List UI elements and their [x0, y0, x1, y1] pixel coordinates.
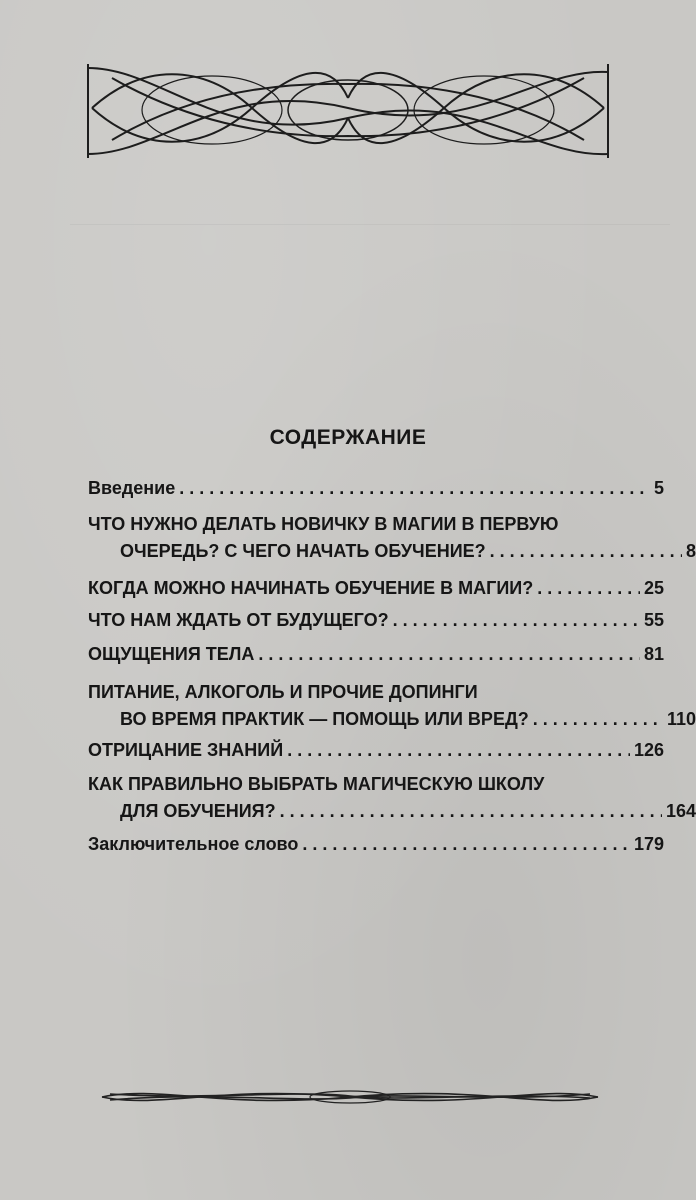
toc-entry[interactable]	[88, 511, 696, 565]
toc-entry[interactable]	[88, 575, 664, 602]
toc-entry-title: ОЩУЩЕНИЯ ТЕЛА	[88, 644, 255, 664]
toc-entry-title: Введение	[88, 478, 176, 498]
leader-dots	[258, 641, 640, 668]
toc-page-number: 110	[666, 709, 696, 729]
toc-entry-title: КОГДА МОЖНО НАЧИНАТЬ ОБУЧЕНИЕ В МАГИИ?	[88, 578, 534, 598]
toc-page-number: 164	[665, 801, 696, 821]
toc-entry-title: ОТРИЦАНИЕ ЗНАНИЙ	[88, 740, 284, 760]
toc-page-number: 179	[633, 834, 664, 854]
leader-dots	[287, 737, 630, 764]
toc-entry-title: ЧТО НУЖНО ДЕЛАТЬ НОВИЧКУ В МАГИИ В ПЕРВУЮ	[88, 514, 559, 534]
toc-entry[interactable]	[88, 475, 664, 502]
toc-entry[interactable]	[88, 607, 664, 634]
leader-dots	[393, 607, 640, 634]
leader-dots	[280, 798, 662, 825]
toc-page-number: 8	[685, 541, 696, 561]
toc-entry-title: Заключительное слово	[88, 834, 299, 854]
leader-dots	[537, 575, 640, 602]
bottom-ornament	[100, 1082, 600, 1112]
toc-page-number: 5	[653, 478, 664, 498]
toc-page-number: 55	[643, 610, 664, 630]
toc-entry[interactable]	[88, 641, 664, 668]
toc-entry[interactable]	[88, 831, 664, 858]
leader-dots	[302, 831, 630, 858]
leader-dots	[490, 538, 682, 565]
top-ornament	[82, 58, 614, 168]
toc-entry-title: ЧТО НАМ ЖДАТЬ ОТ БУДУЩЕГО?	[88, 610, 389, 630]
toc-page-number: 126	[633, 740, 664, 760]
toc-entry-title-continued: ОЧЕРЕДЬ? С ЧЕГО НАЧАТЬ ОБУЧЕНИЕ?	[120, 541, 486, 561]
toc-entry[interactable]	[88, 737, 664, 764]
leader-dots	[179, 475, 650, 502]
toc-title: СОДЕРЖАНИЕ	[269, 426, 427, 449]
toc-entry[interactable]	[88, 771, 696, 825]
toc-entry-title-continued: ВО ВРЕМЯ ПРАКТИК — ПОМОЩЬ ИЛИ ВРЕД?	[120, 709, 529, 729]
toc-page-number: 81	[643, 644, 664, 664]
toc-entry-title-continued: ДЛЯ ОБУЧЕНИЯ?	[120, 801, 276, 821]
toc-page-number: 25	[643, 578, 664, 598]
leader-dots	[533, 706, 663, 733]
toc-entry-title: КАК ПРАВИЛЬНО ВЫБРАТЬ МАГИЧЕСКУЮ ШКОЛУ	[88, 774, 545, 794]
bleed-through-texture	[70, 196, 670, 396]
toc-entry[interactable]	[88, 679, 696, 733]
toc-entry-title: ПИТАНИЕ, АЛКОГОЛЬ И ПРОЧИЕ ДОПИНГИ	[88, 682, 478, 702]
